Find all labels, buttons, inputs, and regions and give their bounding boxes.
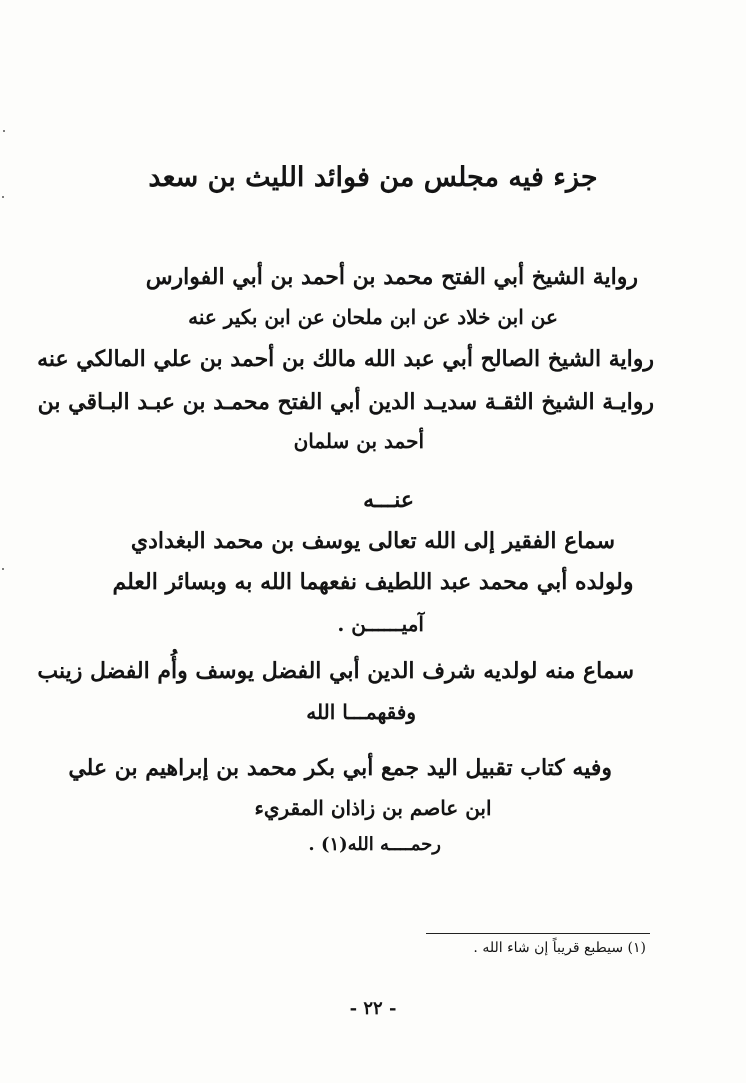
text-line-4: روايـة الشيخ الثقـة سديـد الدين أبي الفتح محمـد بن عبـد البـاقي بن	[37, 389, 654, 415]
page-number: - ٢٢ -	[349, 998, 397, 1019]
text-line-1: رواية الشيخ أبي الفتح محمد بن أحمد بن أبي الفوارس	[145, 264, 638, 290]
text-line-6: عنـــه	[363, 487, 414, 513]
text-line-3: رواية الشيخ الصالح أبي عبد الله مالك بن أحمد بن علي المالكي عنه	[37, 346, 654, 372]
text-line-7: سماع الفقير إلى الله تعالى يوسف بن محمد البغدادي	[130, 528, 616, 554]
scan-speck	[2, 196, 4, 198]
text-line-11: وفقهمـــا الله	[306, 700, 416, 724]
text-line-5: أحمد بن سلمان	[293, 429, 424, 453]
text-line-10: سماع منه لولديه شرف الدين أبي الفضل يوسف وأُم الفضل زينب	[37, 658, 634, 684]
page-title: جزء فيه مجلس من فوائد الليث بن سعد	[148, 162, 598, 193]
text-line-12: وفيه كتاب تقبيل اليد جمع أبي بكر محمد بن إبراهيم بن علي	[68, 755, 612, 781]
footnote-divider	[426, 933, 650, 934]
footnote: (١) سيطبع قريباً إن شاء الله .	[473, 940, 646, 956]
scan-speck	[2, 568, 4, 570]
scan-speck	[3, 130, 5, 132]
text-line-9: آميــــــن .	[337, 612, 424, 636]
text-line-8: ولولده أبي محمد عبد اللطيف نفعهما الله به وبسائر العلم	[112, 569, 634, 595]
text-line-2: عن ابن خلاد عن ابن ملحان عن ابن بكير عنه	[188, 305, 558, 329]
text-line-14: رحمــــه الله(١) .	[308, 834, 441, 855]
text-line-13: ابن عاصم بن زاذان المقريء	[254, 796, 492, 820]
